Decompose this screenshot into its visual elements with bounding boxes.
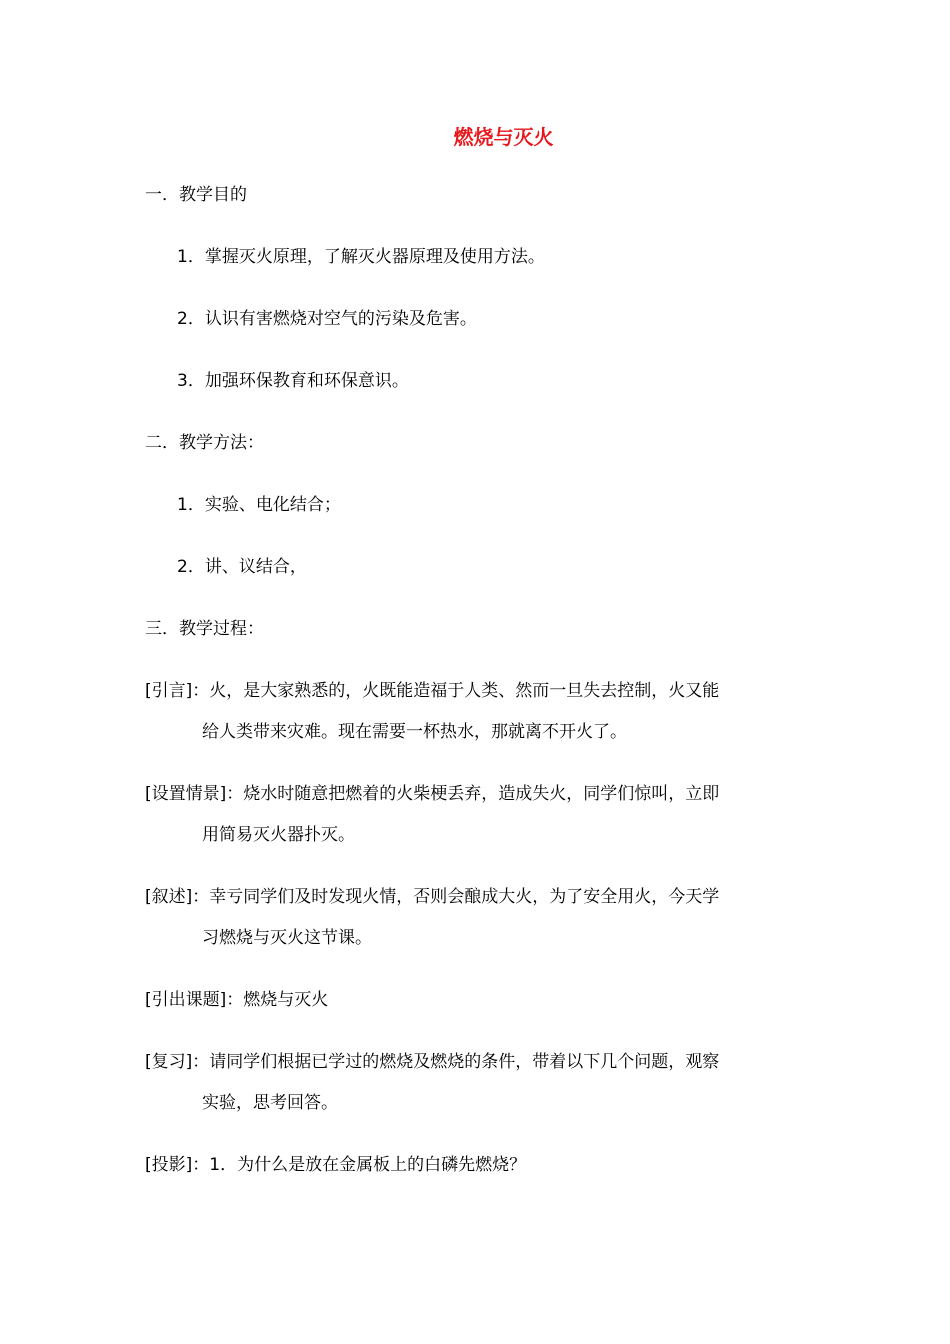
paragraph-line: [引出课题]：燃烧与灭火 [145,990,329,1010]
method-item: 1．实验、电化结合； [177,495,341,515]
paragraph-line: [复习]：请同学们根据已学过的燃烧及燃烧的条件，带着以下几个问题，观察 [145,1052,720,1072]
paragraph-line: [引言]：火，是大家熟悉的，火既能造福于人类、然而一旦失去控制，火又能 [145,681,720,701]
paragraph-continuation: 习燃烧与灭火这节课。 [202,928,372,948]
paragraph-topic [145,985,795,1015]
section-heading-methods: 二．教学方法： [145,433,264,453]
paragraph-continuation: 用简易灭火器扑灭。 [202,825,355,845]
paragraph-introduction [145,676,795,747]
method-item: 2．讲、议结合， [177,557,307,577]
paragraph-review [145,1047,795,1118]
paragraph-line: [投影]：1．为什么是放在金属板上的白磷先燃烧？ [145,1155,527,1175]
section-heading-objectives: 一．教学目的 [145,185,247,205]
paragraph-narration [145,882,795,953]
paragraph-continuation: 实验，思考回答。 [202,1093,338,1113]
paragraph-scenario [145,779,795,850]
objective-item: 2．认识有害燃烧对空气的污染及危害。 [177,309,477,329]
paragraph-continuation: 给人类带来灾难。现在需要一杯热水，那就离不开火了。 [202,722,627,742]
document-title: 燃烧与灭火 [453,125,554,149]
objective-item: 1．掌握灭火原理，了解灭火器原理及使用方法。 [177,247,545,267]
paragraph-line: [设置情景]：烧水时随意把燃着的火柴梗丢弃，造成失火，同学们惊叫，立即 [145,784,720,804]
objective-item: 3．加强环保教育和环保意识。 [177,371,409,391]
paragraph-projection [145,1150,795,1180]
paragraph-line: [叙述]：幸亏同学们及时发现火情，否则会酿成大火，为了安全用火，今天学 [145,887,720,907]
section-heading-process: 三．教学过程： [145,619,264,639]
